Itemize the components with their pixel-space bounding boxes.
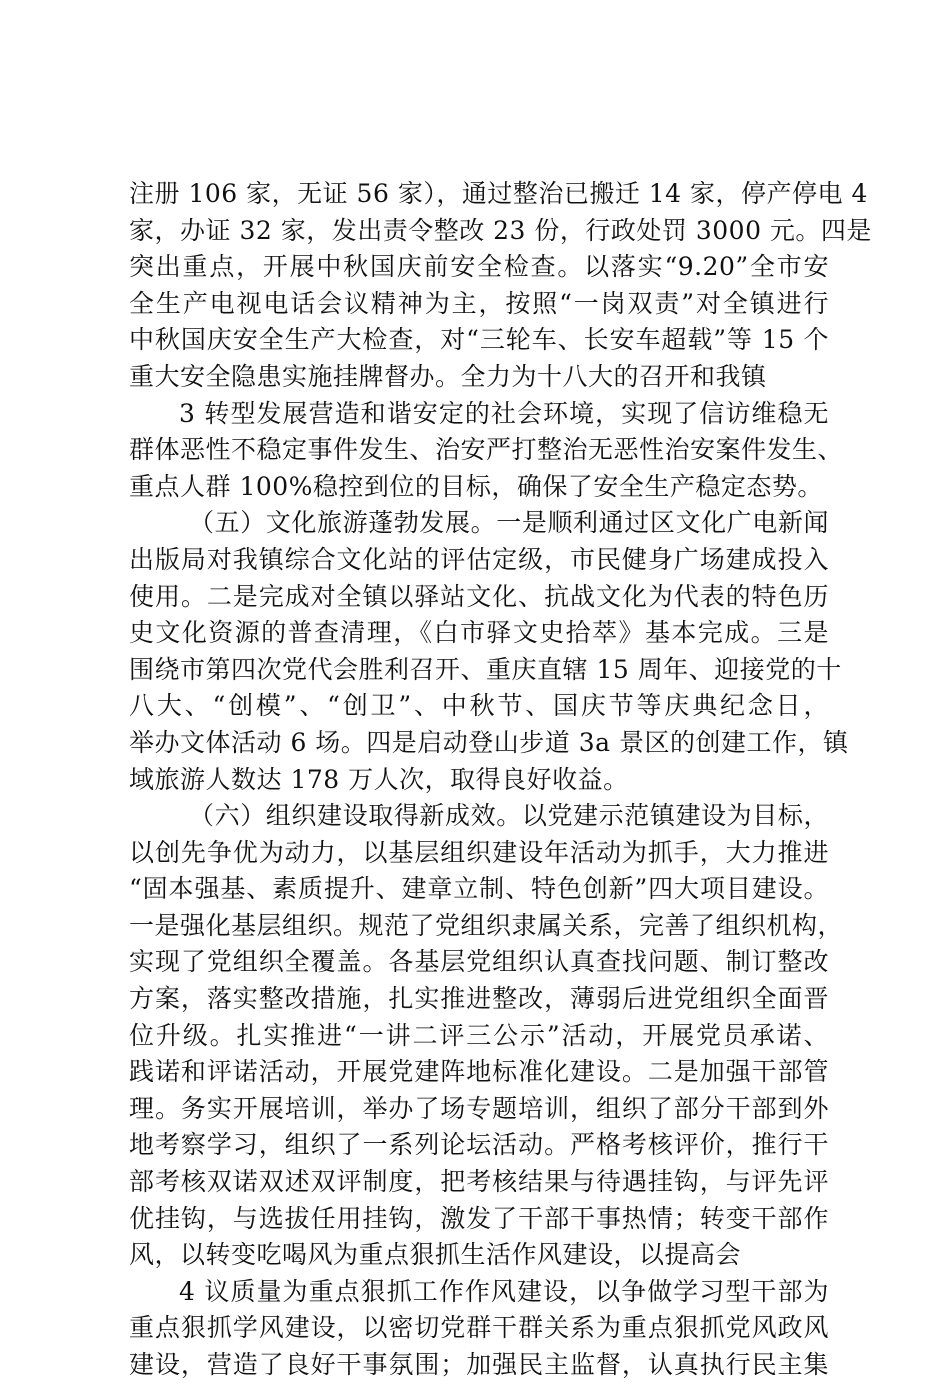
- text-line: 群体恶性不稳定事件发生、治安严打整治无恶性治安案件发生、: [129, 435, 844, 465]
- text-line: 举办文体活动 6 场。四是启动登山步道 3a 景区的创建工作，镇: [129, 727, 849, 757]
- text-line: “固本强基、素质提升、建章立制、特色创新”四大项目建设。: [129, 874, 829, 904]
- text-line: 重点狠抓学风建设，以密切党群干群关系为重点狠抓党风政风: [129, 1313, 829, 1343]
- section-heading-line: （五）文化旅游蓬勃发展。一是顺利通过区文化广电新闻: [189, 508, 829, 538]
- text-line: 风，以转变吃喝风为重点狠抓生活作风建设，以提高会: [129, 1240, 742, 1270]
- text-line: 3 转型发展营造和谐安定的社会环境，实现了信访维稳无: [179, 398, 829, 428]
- text-line: 方案，落实整改措施，扎实推进整改，薄弱后进党组织全面晋: [129, 984, 829, 1014]
- document-body: [129, 176, 872, 1384]
- text-line: 围绕市第四次党代会胜利召开、重庆直辖 15 周年、迎接党的十: [129, 654, 842, 684]
- text-line: 重点人群 100%稳控到位的目标，确保了安全生产稳定态势。: [129, 471, 823, 501]
- text-line: 实现了党组织全覆盖。各基层党组织认真查找问题、制订整改: [129, 947, 829, 977]
- text-line: 理。务实开展培训，举办了场专题培训，组织了部分干部到外: [129, 1093, 829, 1123]
- text-line: 建设，营造了良好干事氛围；加强民主监督，认真执行民主集: [129, 1350, 829, 1379]
- section-heading-line: （六）组织建设取得新成效。以党建示范镇建设为目标，: [189, 801, 829, 831]
- text-line: 以创先争优为动力，以基层组织建设年活动为抓手，大力推进: [129, 837, 829, 867]
- text-line: 中秋国庆安全生产大检查，对“三轮车、长安车超载”等 15 个: [129, 325, 829, 355]
- text-line: 域旅游人数达 178 万人次，取得良好收益。: [129, 764, 629, 794]
- text-line: 重大安全隐患实施挂牌督办。全力为十八大的召开和我镇: [129, 361, 767, 391]
- text-line: 注册 106 家，无证 56 家），通过整治已搬迁 14 家，停产停电 4: [129, 179, 868, 208]
- text-line: 一是强化基层组织。规范了党组织隶属关系，完善了组织机构，: [129, 910, 844, 940]
- text-line: 部考核双诺双述双评制度，把考核结果与待遇挂钩，与评先评: [129, 1167, 829, 1197]
- text-line: 地考察学习，组织了一系列论坛活动。严格考核评价，推行干: [129, 1130, 829, 1160]
- text-line: 家，办证 32 家，发出责令整改 23 份，行政处罚 3000 元。四是: [129, 215, 872, 245]
- text-line: 出版局对我镇综合文化站的评估定级，市民健身广场建成投入: [129, 544, 829, 574]
- text-line: 优挂钩，与选拔任用挂钩，激发了干部干事热情；转变干部作: [129, 1203, 829, 1233]
- text-line: 突出重点，开展中秋国庆前安全检查。以落实“9.20”全市安: [129, 252, 829, 282]
- text-line: 位升级。扎实推进“一讲二评三公示”活动，开展党员承诺、: [129, 1020, 829, 1050]
- text-line: 全生产电视电话会议精神为主，按照“一岗双责”对全镇进行: [129, 288, 829, 318]
- text-line: 史文化资源的普查清理，《白市驿文史拾萃》基本完成。三是: [129, 618, 829, 648]
- text-line: 使用。二是完成对全镇以驿站文化、抗战文化为代表的特色历: [129, 581, 829, 611]
- text-line: 践诺和评诺活动，开展党建阵地标准化建设。二是加强干部管: [129, 1057, 829, 1087]
- text-line: 4 议质量为重点狠抓工作作风建设，以争做学习型干部为: [179, 1276, 829, 1306]
- text-line: 八大、“创模”、“创卫”、中秋节、国庆节等庆典纪念日，: [129, 691, 829, 721]
